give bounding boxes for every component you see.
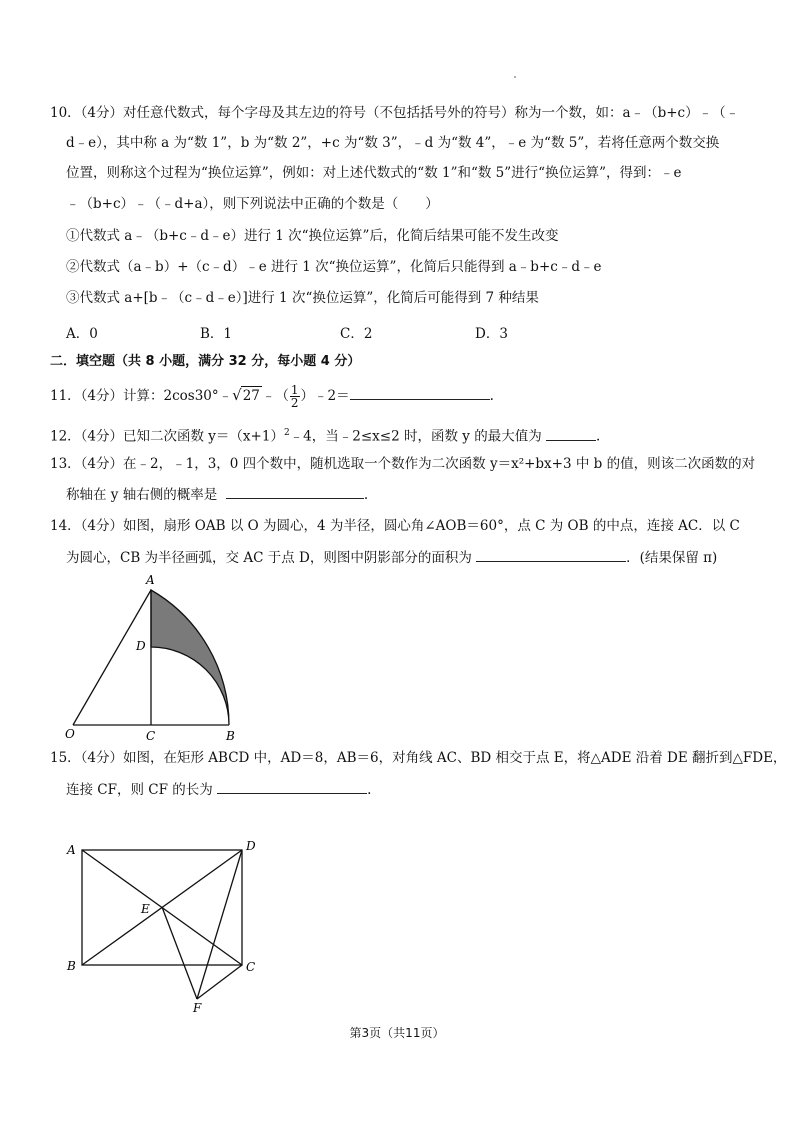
q15-end: .	[367, 782, 372, 798]
label-o: O	[65, 727, 75, 741]
q12-sup: 2	[283, 428, 290, 438]
label-f: F	[193, 1001, 202, 1015]
q10-line2: d﹣e），其中称 a 为“数 1”，b 为“数 2”，+c 为“数 3”，﹣d 为“数 4”，﹣e 为“数 5”，若将任意两个数交换	[66, 135, 720, 151]
sqrt-sign-icon: √	[232, 386, 242, 404]
q15-line2	[66, 780, 371, 799]
q10-option-c: C．2	[340, 326, 373, 342]
q14-line1: 14．（4分）如图，扇形 OAB 以 O 为圆心，4 为半径，圆心角∠AOB＝60°，点 C 为 OB 的中点，连接 AC．以 C	[50, 518, 740, 534]
q10-line4: ﹣（b+c）﹣（﹣d+a），则下列说法中正确的个数是（ ）	[66, 196, 439, 212]
q12-text-a: 12．（4分）已知二次函数 y＝（x+1）	[50, 428, 284, 445]
q15-rectangle-figure	[60, 836, 270, 1018]
q10-option-d: D．3	[475, 326, 508, 342]
q10-option-b: B．1	[200, 326, 233, 342]
q11-fraction	[290, 384, 300, 409]
q10-statement-2: ②代数式（a﹣b）+（c﹣d）﹣e 进行 1 次“换位运算”，化简后只能得到 a﹣b+c﹣d﹣e	[66, 259, 602, 275]
q15-text: 连接 CF，则 CF 的长为	[66, 782, 213, 798]
q15-answer-blank[interactable]	[217, 780, 367, 794]
q12-answer-blank[interactable]	[546, 427, 596, 441]
q11-end: .	[489, 388, 494, 404]
q13-answer-blank[interactable]	[226, 485, 364, 499]
label-a: A	[67, 843, 76, 857]
q14-end: ．(结果保留 π)	[626, 550, 718, 566]
q11-line	[50, 384, 494, 409]
q12-end: .	[596, 428, 601, 445]
q10-option-a: A．0	[66, 326, 98, 342]
q12-text-b: ﹣4，当﹣2≤x≤2 时，函数 y 的最大值为	[289, 428, 542, 445]
q11-radicand: 27	[242, 388, 260, 404]
q11-frac-num: 1	[290, 383, 299, 397]
q14-text: 为圆心，CB 为半径画弧，交 AC 于点 D，则图中阴影部分的面积为	[66, 550, 472, 566]
page-footer: 第3页（共11页）	[349, 1026, 445, 1040]
q11-exp: ）﹣2＝	[300, 388, 350, 404]
q15-line1: 15．（4分）如图，在矩形 ABCD 中，AD＝8，AB＝6，对角线 AC、BD 相交于点 E，将△ADE 沿着 DE 翻折到△FDE，	[50, 750, 787, 766]
q10-statement-3: ③代数式 a+[b﹣（c﹣d﹣e）]进行 1 次“换位运算”，化简后可能得到 7 种结果	[66, 290, 539, 306]
q14-answer-blank[interactable]	[476, 548, 626, 562]
q10-line1: 10．（4分）对任意代数式，每个字母及其左边的符号（不包括括号外的符号）称为一个数，如：a﹣（b+c）﹣（﹣	[50, 105, 740, 121]
q14-line2	[66, 548, 717, 567]
q13-line1: 13．（4分）在﹣2，﹣1，3，0 四个数中，随机选取一个数作为二次函数 y＝x²+bx+3 中 b 的值，则该二次函数的对	[50, 456, 756, 472]
shaded-region	[151, 590, 229, 725]
label-d: D	[246, 839, 256, 853]
section-title-fill-in: 二．填空题（共 8 小题，满分 32 分，每小题 4 分）	[50, 354, 361, 369]
q11-mid: ﹣（	[261, 388, 289, 404]
q10-statement-1: ①代数式 a﹣（b+c﹣d﹣e）进行 1 次“换位运算”后，化简后结果可能不发生改变	[66, 228, 559, 244]
q11-frac-den: 2	[290, 396, 299, 410]
label-e: E	[141, 902, 150, 916]
q13-end: .	[363, 487, 369, 503]
segment-cf	[197, 965, 242, 999]
q11-answer-blank[interactable]	[350, 386, 490, 400]
q10-line3: 位置，则称这个过程为“换位运算”，例如：对上述代数式的“数 1”和“数 5”进行“换位运算”，得到：﹣e	[66, 165, 682, 181]
q11-prefix: 11．（4分）计算：2cos30°﹣	[50, 388, 233, 404]
q13-line2	[66, 485, 368, 504]
q12-line	[50, 424, 600, 446]
q14-sector-figure	[60, 572, 250, 742]
label-b: B	[67, 959, 76, 973]
label-d: D	[136, 639, 146, 653]
label-c: C	[146, 729, 156, 742]
segment-df	[197, 850, 242, 999]
label-b: B	[226, 729, 235, 742]
segment-oa	[73, 590, 151, 725]
scan-speck	[514, 76, 516, 78]
label-a: A	[146, 573, 155, 587]
q13-text: 称轴在 y 轴右侧的概率是	[66, 487, 218, 503]
label-c: C	[246, 960, 256, 974]
